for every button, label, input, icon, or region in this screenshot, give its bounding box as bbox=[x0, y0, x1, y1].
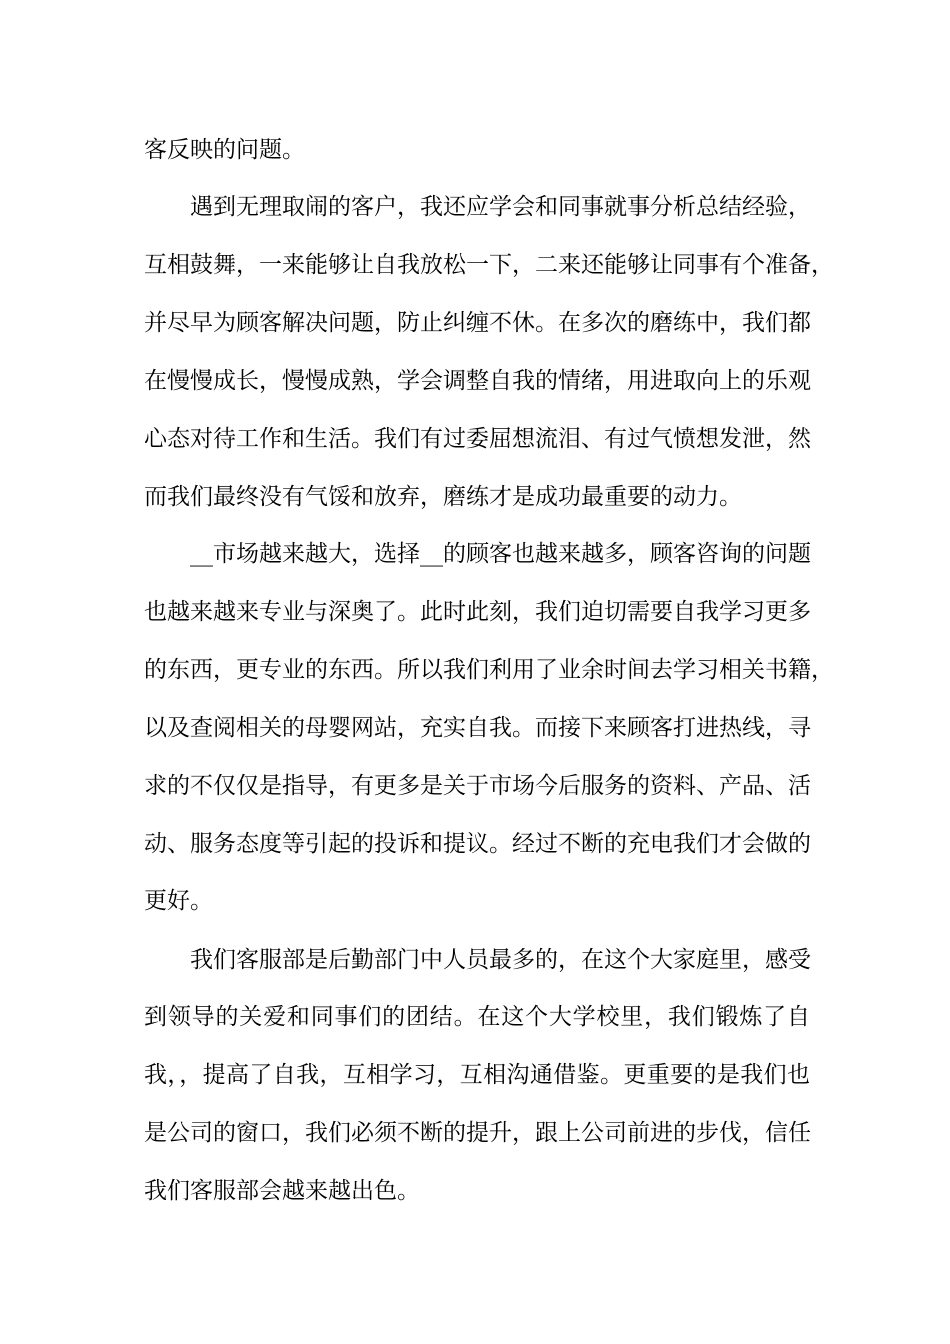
text-line: 求的不仅仅是指导，有更多是关于市场今后服务的资料、产品、活 bbox=[144, 773, 811, 799]
text-line: 心态对待工作和生活。我们有过委屈想流泪、有过气愤想发泄，然 bbox=[144, 426, 811, 452]
text-line: 更好。 bbox=[144, 888, 213, 914]
text-line: 而我们最终没有气馁和放弃，磨练才是成功最重要的动力。 bbox=[144, 484, 742, 510]
text-line: 是公司的窗口，我们必须不断的提升，跟上公司前进的步伐，信任 bbox=[144, 1120, 811, 1146]
text-line: 并尽早为顾客解决问题，防止纠缠不休。在多次的磨练中，我们都 bbox=[144, 310, 811, 336]
paragraph-first-line: 我们客服部是后勤部门中人员最多的，在这个大家庭里，感受 bbox=[190, 947, 811, 973]
text-line: 的东西，更专业的东西。所以我们利用了业余时间去学习相关书籍， bbox=[144, 657, 834, 683]
text-line: 互相鼓舞，一来能够让自我放松一下，二来还能够让同事有个准备， bbox=[144, 252, 834, 278]
text-line: 以及查阅相关的母婴网站，充实自我。而接下来顾客打进热线，寻 bbox=[144, 715, 811, 741]
text-line: 到领导的关爱和同事们的团结。在这个大学校里，我们锻炼了自 bbox=[144, 1004, 810, 1030]
text-line: 在慢慢成长，慢慢成熟，学会调整自我的情绪，用进取向上的乐观 bbox=[144, 368, 811, 394]
text-line: 我们客服部会越来越出色。 bbox=[144, 1178, 420, 1204]
paragraph-first-line: __市场越来越大，选择__的顾客也越来越多，顾客咨询的问题 bbox=[190, 541, 811, 567]
paragraph-first-line: 遇到无理取闹的客户，我还应学会和同事就事分析总结经验， bbox=[190, 194, 811, 220]
text-line: 也越来越来专业与深奥了。此时此刻，我们迫切需要自我学习更多 bbox=[144, 599, 811, 625]
text-line: 客反映的问题。 bbox=[144, 137, 305, 163]
text-line: 动、服务态度等引起的投诉和提议。经过不断的充电我们才会做的 bbox=[144, 831, 811, 857]
text-line: 我，，提高了自我，互相学习，互相沟通借鉴。更重要的是我们也 bbox=[144, 1062, 810, 1088]
